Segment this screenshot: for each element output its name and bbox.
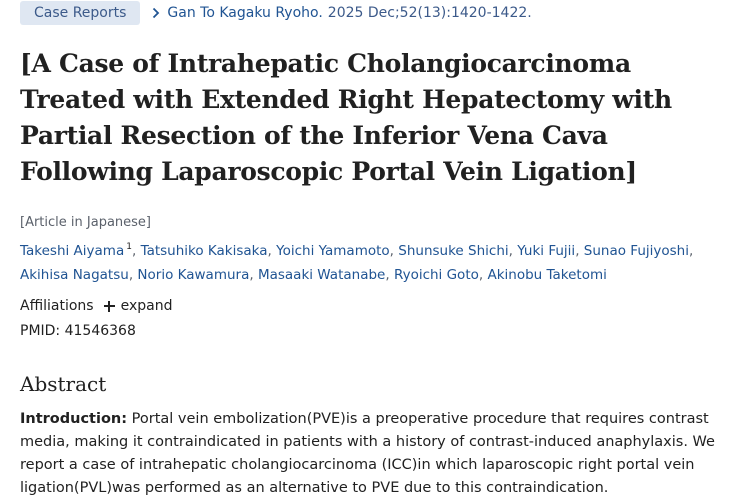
author-separator: , [131, 243, 141, 259]
author-separator: , [478, 267, 488, 283]
author-link[interactable]: Ryoichi Goto [393, 267, 479, 283]
affiliations-label: Affiliations [20, 298, 94, 314]
plus-icon [104, 301, 115, 312]
article-page [20, 0, 730, 500]
pmid-row [20, 323, 730, 339]
affiliations-row [20, 298, 730, 314]
author-separator: , [128, 267, 138, 283]
author-separator: , [575, 243, 584, 259]
author-link[interactable]: Akihisa Nagatsu [20, 267, 129, 283]
citation-date-pages: 2025 Dec;52(13):1420-1422. [327, 5, 532, 21]
citation [152, 5, 531, 21]
pmid-value: 41546368 [64, 323, 136, 339]
abstract-heading: Abstract [20, 372, 107, 396]
affiliation-number[interactable]: 1 [126, 242, 132, 252]
language-note: [Article in Japanese] [20, 215, 151, 230]
chevron-right-icon[interactable] [152, 7, 160, 19]
author-link[interactable]: Akinobu Taketomi [487, 267, 607, 283]
publication-type-badge[interactable]: Case Reports [20, 1, 140, 25]
expand-affiliations-button[interactable] [104, 298, 173, 314]
article-meta-row [20, 0, 730, 26]
author-link[interactable]: Yuki Fujii [517, 243, 576, 259]
abstract-intro-label: Introduction: [20, 411, 128, 427]
author-separator: , [688, 243, 694, 259]
abstract-body [20, 408, 732, 500]
author-link[interactable]: Yoichi Yamamoto [276, 243, 390, 259]
author-link[interactable]: Takeshi Aiyama [20, 243, 125, 259]
abstract-intro-text: Portal vein embolization(PVE)is a preoperative procedure that requires contrast media, making it contraindicated in patients with a history of contrast-induced anaphylaxis. We report a case of intrahepatic cholangiocarcinoma (ICC)in which laparoscopic right portal vein ligation(PVL)was performed as an alternative to PVE due to this contraindication. [20, 411, 715, 496]
author-separator: , [508, 243, 518, 259]
pmid-label: PMID: [20, 323, 61, 339]
author-link[interactable]: Masaaki Watanabe [257, 267, 386, 283]
author-link[interactable]: Tatsuhiko Kakisaka [140, 243, 268, 259]
page-title: [A Case of Intrahepatic Cholangiocarcinoma Treated with Extended Right Hepatectomy with Partial Resection of the Inferior Vena Cava Following Laparoscopic Portal Vein Ligation] [20, 49, 672, 186]
author-separator: , [385, 267, 394, 283]
expand-label: expand [120, 298, 173, 314]
author-separator: , [389, 243, 399, 259]
author-separator: , [267, 243, 277, 259]
authors-list [20, 235, 730, 287]
author-separator: , [249, 267, 258, 283]
author-link[interactable]: Norio Kawamura [137, 267, 250, 283]
journal-link[interactable]: Gan To Kagaku Ryoho. [167, 5, 323, 21]
author-link[interactable]: Shunsuke Shichi [398, 243, 509, 259]
author-link[interactable]: Sunao Fujiyoshi [583, 243, 689, 259]
